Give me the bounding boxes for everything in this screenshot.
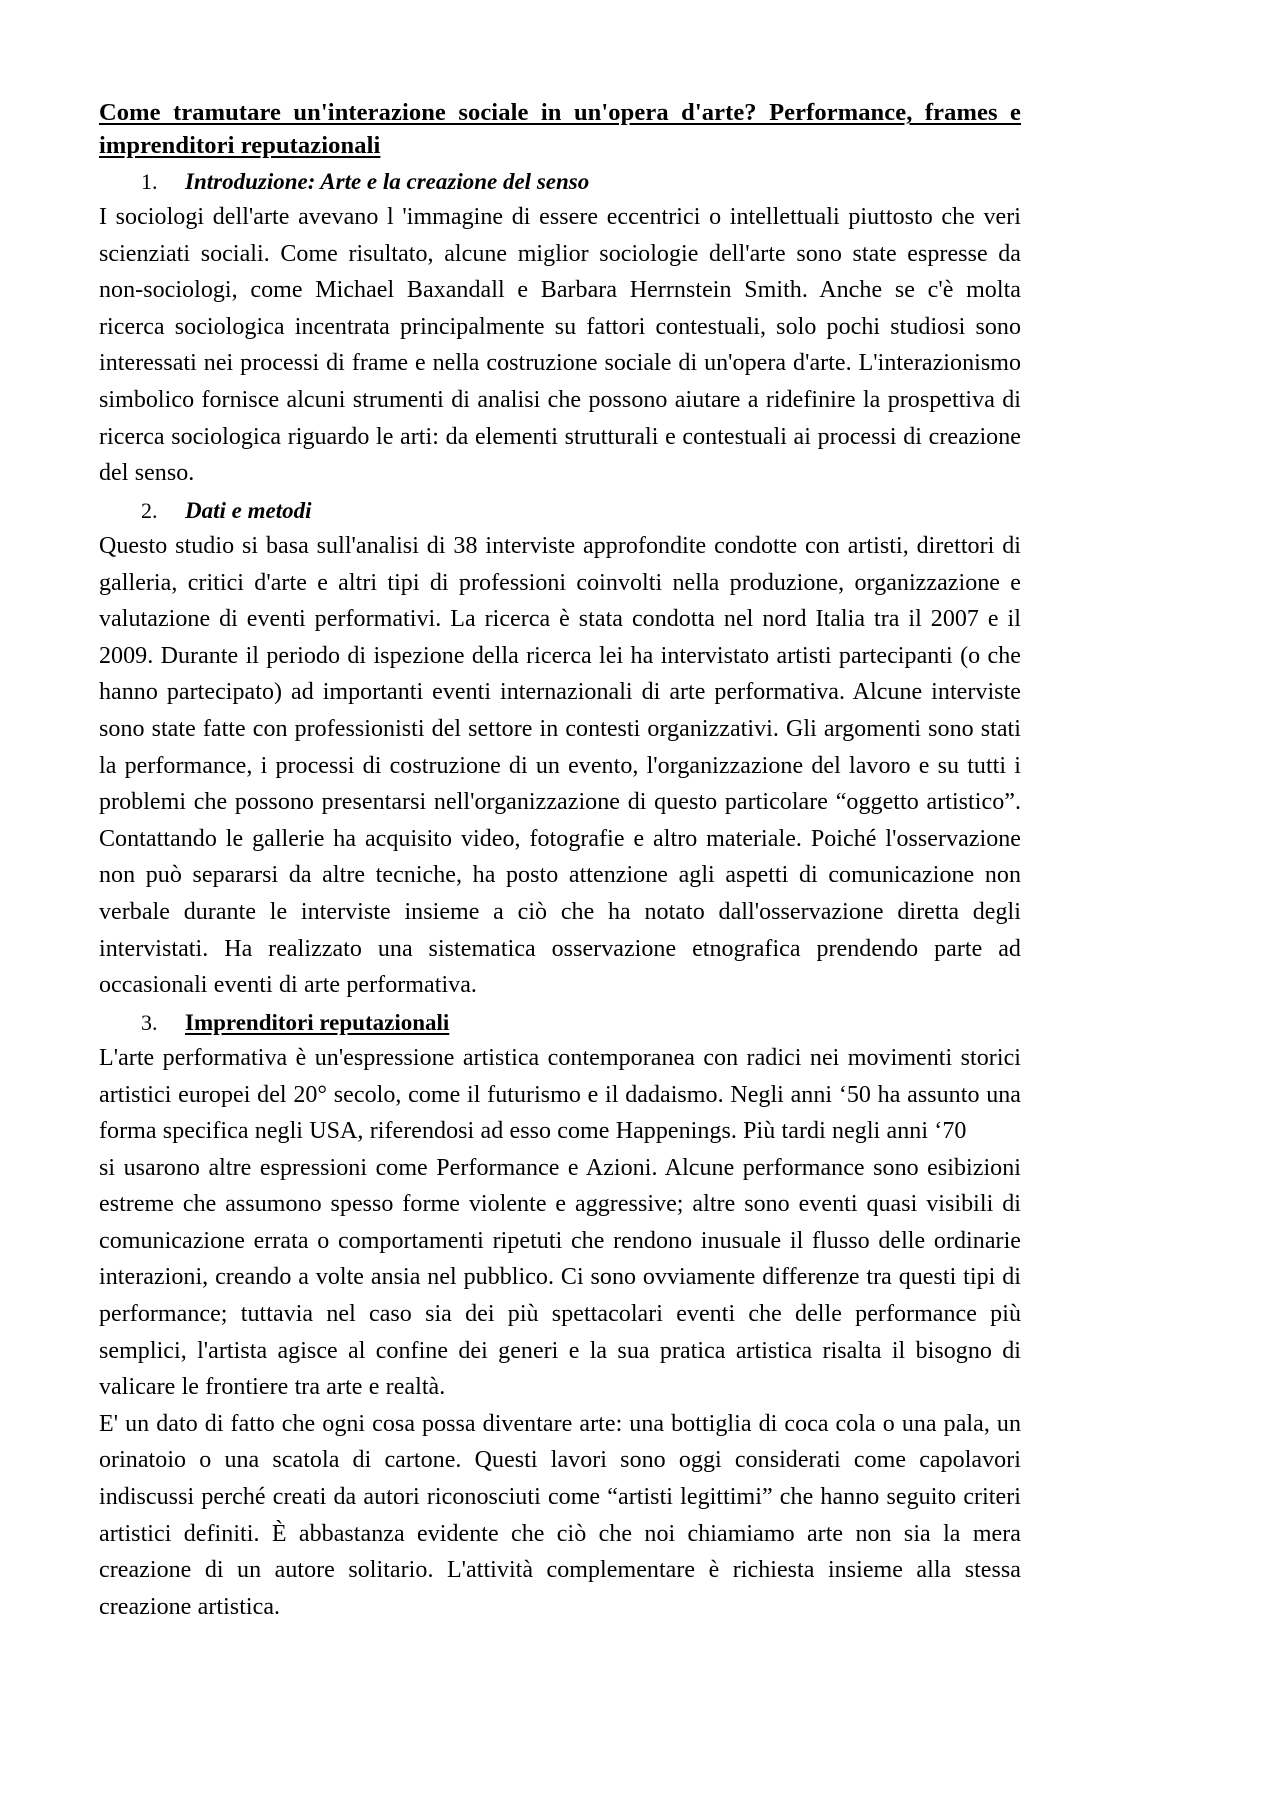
- section-2: [99, 495, 1021, 1004]
- section-number-3: 3.: [141, 1009, 158, 1035]
- section-1: [99, 166, 1021, 492]
- section-3: [99, 1007, 1021, 1626]
- page-title: [99, 96, 1021, 163]
- section-1-paragraph-1: I sociologi dell'arte avevano l 'immagine di essere eccentrici o intellettuali piuttosto che veri scienziati sociali. Come risultato, alcune miglior sociologie dell'arte sono state espresse da non-sociologi, come Michael Baxandall e Barbara Herrnstein Smith. Anche se c'è molta ricerca sociologica incentrata principalmente su fattori contestuali, solo pochi studiosi sono interessati nei processi di frame e nella costruzione sociale di un'opera d'arte. L'interazionismo simbolico fornisce alcuni strumenti di analisi che possono aiutare a ridefinire la prospettiva di ricerca sociologica riguardo le arti: da elementi strutturali e contestuali ai processi di creazione del senso.: [99, 204, 1021, 487]
- section-3-paragraph-1: L'arte performativa è un'espressione artistica contemporanea con radici nei movimenti storici artistici europei del 20° secolo, come il futurismo e il dadaismo. Negli anni ‘50 ha assunto una forma specifica negli USA, riferendosi ad esso come Happenings. Più tardi negli anni ‘70: [99, 1044, 1021, 1145]
- section-heading-3: [99, 1007, 1021, 1039]
- section-title-1: Introduzione: Arte e la creazione del senso: [185, 168, 590, 194]
- section-list: [99, 166, 1021, 1626]
- section-heading-1: [99, 166, 1021, 198]
- section-title-2: Dati e metodi: [185, 497, 312, 523]
- section-3-paragraph-2: si usarono altre espressioni come Performance e Azioni. Alcune performance sono esibizioni estreme che assumono spesso forme violente e aggressive; altre sono eventi quasi visibili di comunicazione errata o comportamenti ripetuti che rendono inusuale il flusso delle ordinarie interazioni, creando a volte ansia nel pubblico. Ci sono ovviamente differenze tra questi tipi di performance; tuttavia nel caso sia dei più spettacolari eventi che delle performance più semplici, l'artista agisce al confine dei generi e la sua pratica artistica risalta il bisogno di valicare le frontiere tra arte e realtà.: [99, 1154, 1021, 1401]
- section-heading-2: [99, 495, 1021, 527]
- page-title-line-2: imprenditori reputazionali: [99, 132, 381, 160]
- page-title-line-1: Come tramutare un'interazione sociale in un'opera d'arte? Performance, frames e: [99, 99, 1021, 126]
- document-content: [99, 96, 1021, 1625]
- section-title-3: Imprenditori reputazionali: [185, 1009, 450, 1035]
- section-number-2: 2.: [141, 497, 158, 523]
- section-number-1: 1.: [141, 168, 158, 194]
- section-3-paragraph-3: E' un dato di fatto che ogni cosa possa diventare arte: una bottiglia di coca cola o una pala, un orinatoio o una scatola di cartone. Questi lavori sono oggi considerati come capolavori indiscussi perché creati da autori riconosciuti come “artisti legittimi” che hanno seguito criteri artistici definiti. È abbastanza evidente che ciò che noi chiamiamo arte non sia la mera creazione di un autore solitario. L'attività complementare è richiesta insieme alla stessa creazione artistica.: [99, 1410, 1021, 1620]
- section-2-paragraph-1: Questo studio si basa sull'analisi di 38 interviste approfondite condotte con artisti, direttori di galleria, critici d'arte e altri tipi di professioni coinvolti nella produzione, organizzazione e valutazione di eventi performativi. La ricerca è stata condotta nel nord Italia tra il 2007 e il 2009. Durante il periodo di ispezione della ricerca lei ha intervistato artisti partecipanti (o che hanno partecipato) ad importanti eventi internazionali di arte performativa. Alcune interviste sono state fatte con professionisti del settore in contesti organizzativi. Gli argomenti sono stati la performance, i processi di costruzione di un evento, l'organizzazione del lavoro e su tutti i problemi che possono presentarsi nell'organizzazione di questo particolare “oggetto artistico”. Contattando le gallerie ha acquisito video, fotografie e altro materiale. Poiché l'osservazione non può separarsi da altre tecniche, ha posto attenzione agli aspetti di comunicazione non verbale durante le interviste insieme a ciò che ha notato dall'osservazione diretta degli intervistati. Ha realizzato una sistematica osservazione etnografica prendendo parte ad occasionali eventi di arte performativa.: [99, 533, 1021, 999]
